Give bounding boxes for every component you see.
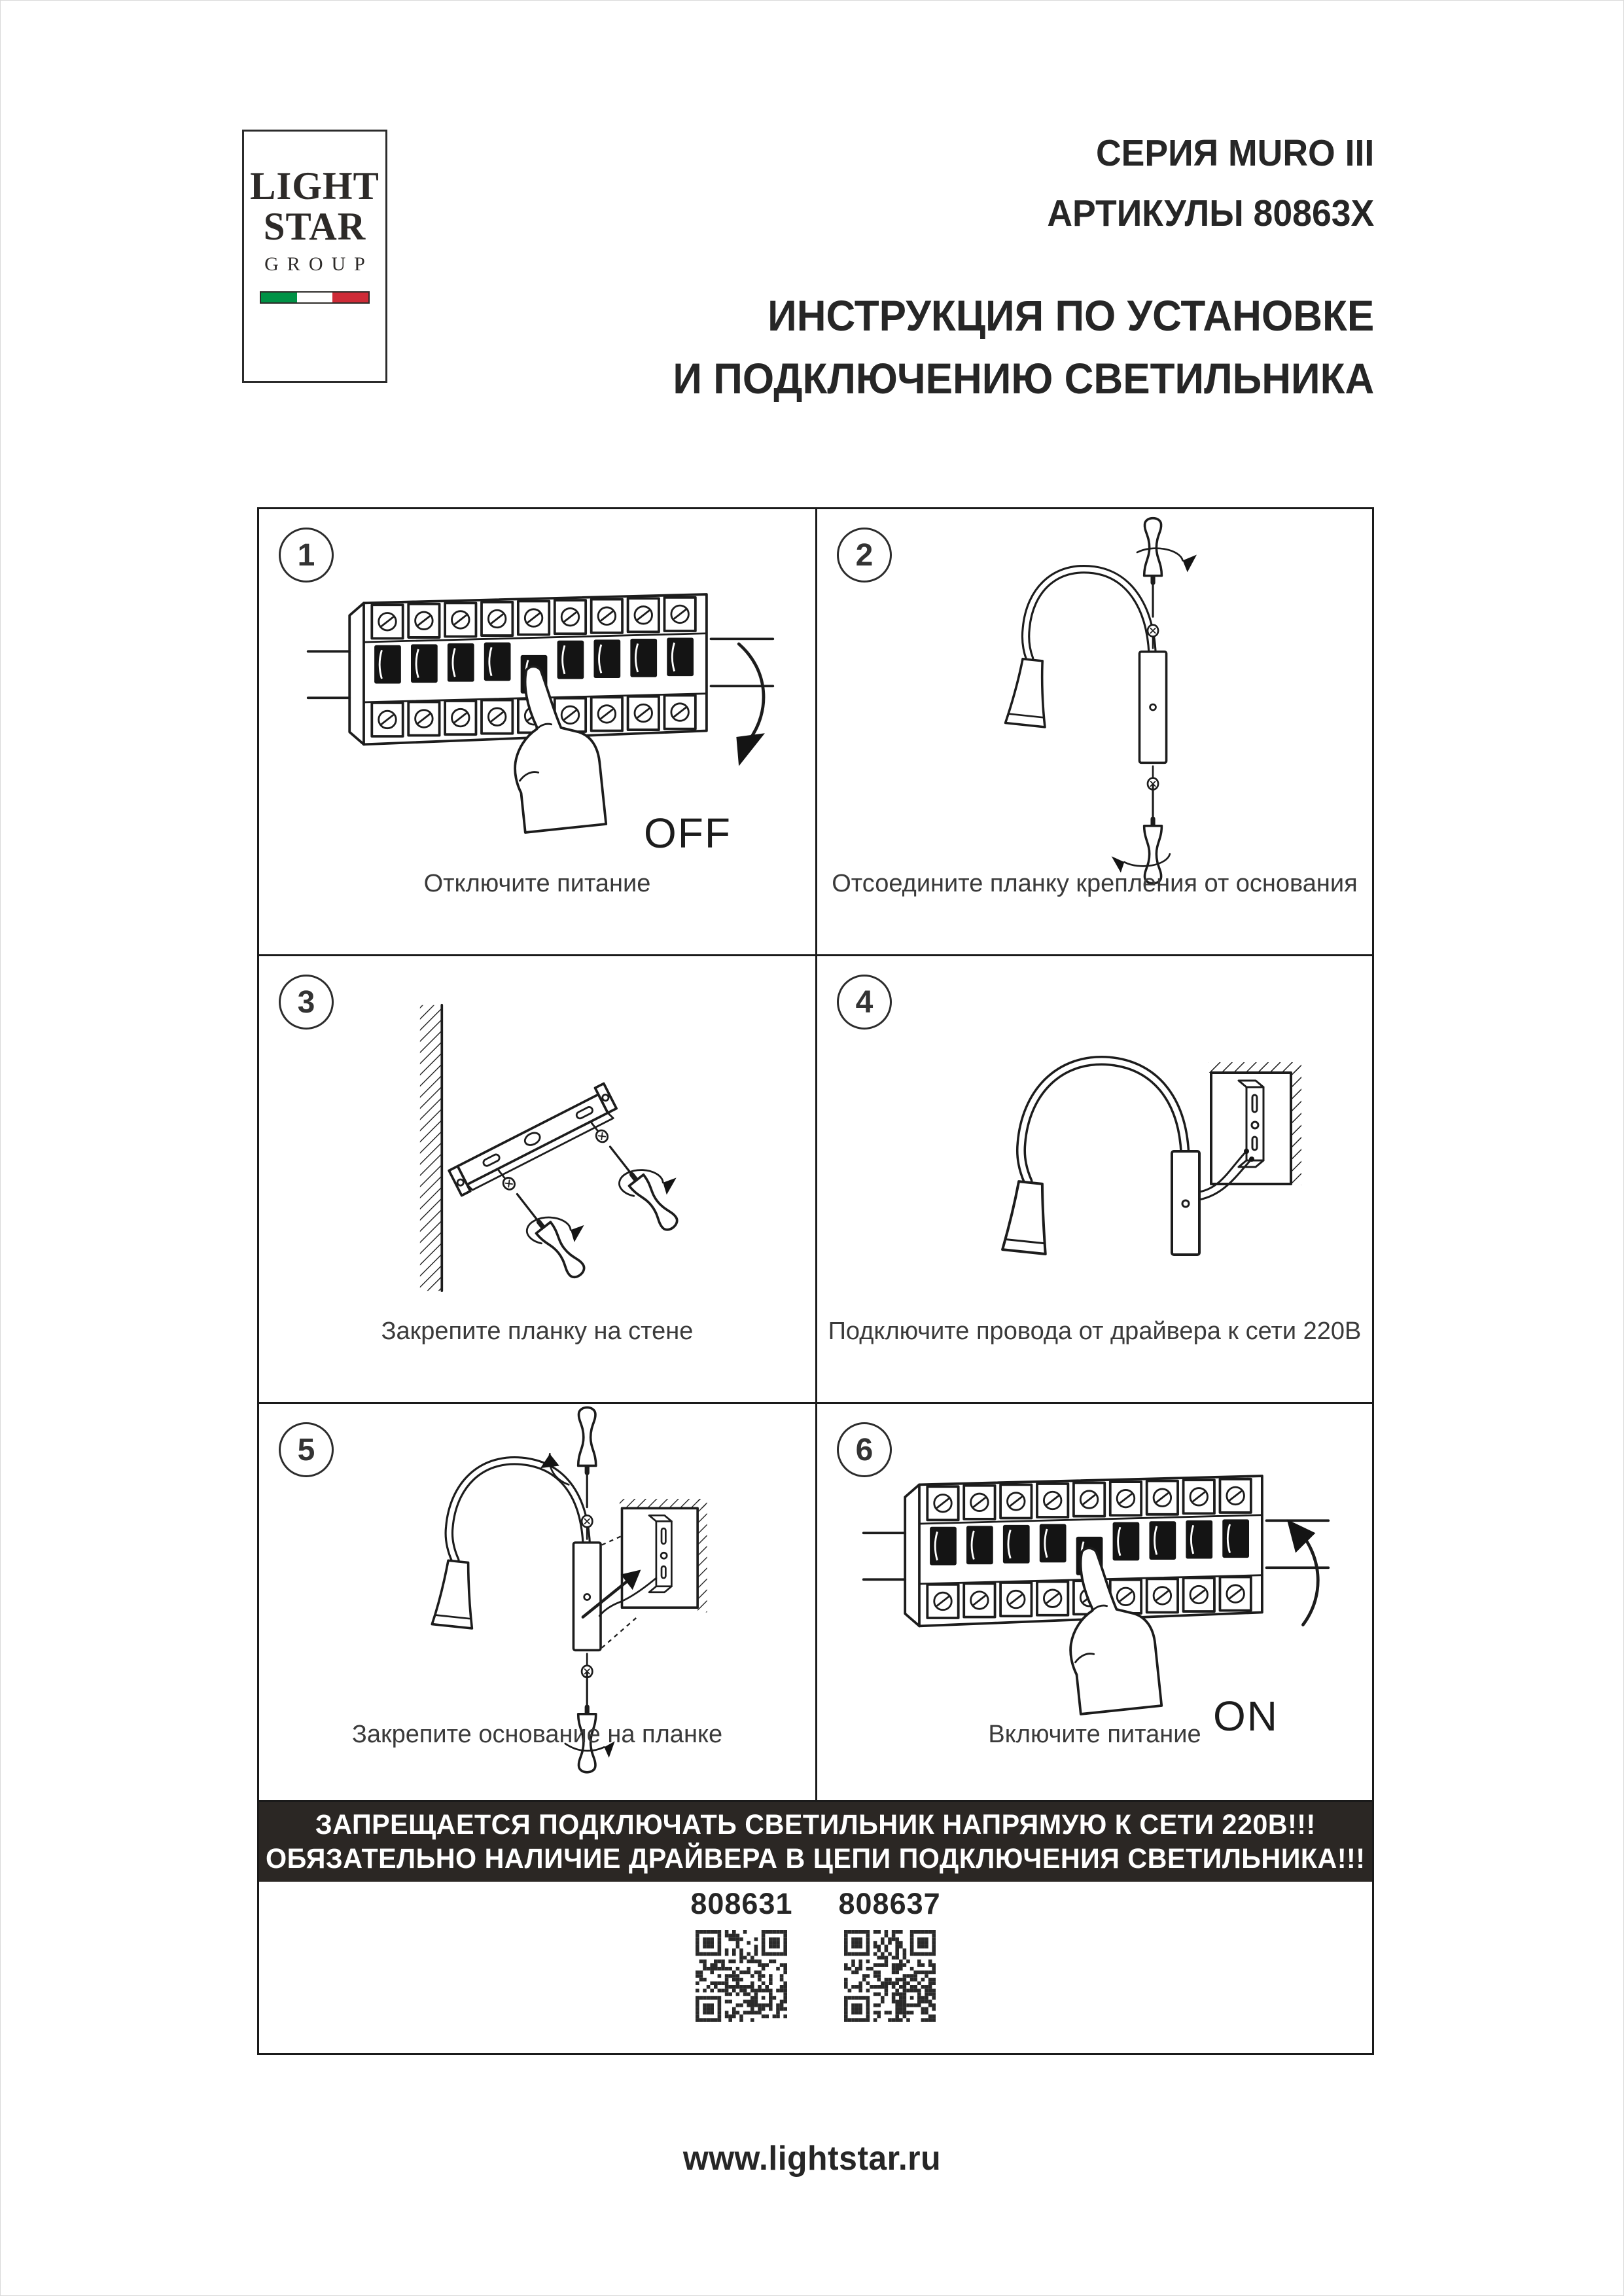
logo-word-group: GROUP — [264, 253, 374, 275]
instruction-title — [673, 284, 1374, 410]
step-number: 2 — [855, 537, 874, 573]
lamp-base-plate — [1172, 1151, 1199, 1255]
instruction-title-line1: ИНСТРУКЦИЯ ПО УСТАНОВКЕ — [767, 291, 1374, 340]
step-cell-3 — [259, 956, 817, 1404]
instruction-title-line2: И ПОДКЛЮЧЕНИЮ СВЕТИЛЬНИКА — [673, 354, 1374, 403]
step-number-badge — [837, 528, 892, 583]
logo-word-light: LIGHT — [250, 164, 380, 207]
lamp-head-icon — [432, 1560, 478, 1628]
product-808637 — [839, 1887, 941, 2053]
logo-word-star: STAR — [263, 205, 366, 248]
pressing-hand-icon — [1060, 1542, 1161, 1714]
flag-white-stripe — [297, 293, 333, 302]
step-cell-2 — [817, 509, 1372, 956]
qr-code — [844, 1930, 936, 2022]
flag-green-stripe — [261, 293, 297, 302]
step-cell-5 — [259, 1404, 817, 1802]
step-number-badge — [279, 975, 334, 1030]
step-number: 5 — [297, 1432, 315, 1467]
warning-banner — [259, 1802, 1372, 1882]
off-arrow-icon — [736, 644, 765, 766]
step-caption: Отключите питание — [423, 870, 651, 897]
lightstar-logo — [242, 130, 387, 383]
mounting-bracket-icon — [446, 1083, 620, 1195]
step-number-badge — [279, 1422, 334, 1477]
step-cell-4 — [817, 956, 1372, 1404]
footer-url: www.lightstar.ru — [682, 2140, 942, 2178]
lamp-base-plate — [1140, 652, 1167, 763]
step-number: 1 — [297, 537, 315, 573]
warning-line2: ОБЯЗАТЕЛЬНО НАЛИЧИЕ ДРАЙВЕРА В ЦЕПИ ПОДКЛЮЧЕНИЯ СВЕТИЛЬНИКА!!! — [266, 1843, 1366, 1874]
document-header — [673, 123, 1374, 410]
italian-flag — [260, 291, 370, 304]
step-caption: Отсоедините планку крепления от основания — [832, 870, 1358, 897]
wall-hatching — [620, 1499, 706, 1508]
lamp-head-icon — [1006, 658, 1052, 727]
qr-code — [696, 1930, 787, 2022]
wall-hatching — [1291, 1062, 1301, 1185]
series-title: СЕРИЯ MURO III — [1095, 132, 1374, 174]
pressing-hand-icon — [504, 660, 606, 833]
lamp-detach-bracket-illustration — [935, 529, 1262, 891]
steps-grid — [257, 507, 1374, 2055]
step-caption: Закрепите основание на планке — [351, 1721, 723, 1748]
lamp-base-plate — [573, 1543, 601, 1650]
bracket-on-wall-illustration — [351, 976, 691, 1353]
step-cell-6 — [817, 1404, 1372, 1802]
wall-hatching — [697, 1499, 707, 1612]
step-caption: Подключите провода от драйвера к сети 220В — [828, 1318, 1362, 1345]
step-number: 6 — [855, 1432, 874, 1467]
product-article-label: 808637 — [838, 1887, 941, 1920]
wall-hatching — [420, 1005, 442, 1291]
step-caption: Закрепите планку на стене — [381, 1318, 694, 1345]
step-number: 3 — [297, 984, 315, 1020]
articles-title: АРТИКУЛЫ 80863Х — [1047, 192, 1374, 234]
on-label: ON — [1213, 1693, 1279, 1740]
connect-driver-wires-illustration — [889, 996, 1295, 1362]
step-number-badge — [837, 975, 892, 1030]
step-caption: Включите питание — [988, 1721, 1201, 1748]
on-arrow-icon — [1287, 1519, 1318, 1624]
wall-hatching — [1209, 1062, 1300, 1073]
step-cell-1 — [259, 509, 817, 956]
warning-line1: ЗАПРЕЩАЕТСЯ ПОДКЛЮЧАТЬ СВЕТИЛЬНИК НАПРЯМУЮ К СЕТИ 220В!!! — [315, 1809, 1316, 1840]
product-808631 — [690, 1887, 792, 2053]
off-label: OFF — [644, 810, 732, 857]
step-number: 4 — [855, 984, 874, 1020]
flag-red-stripe — [332, 293, 368, 302]
product-article-label: 808631 — [690, 1887, 793, 1920]
products-row — [259, 1882, 1372, 2053]
lamp-head-icon — [1002, 1181, 1053, 1254]
